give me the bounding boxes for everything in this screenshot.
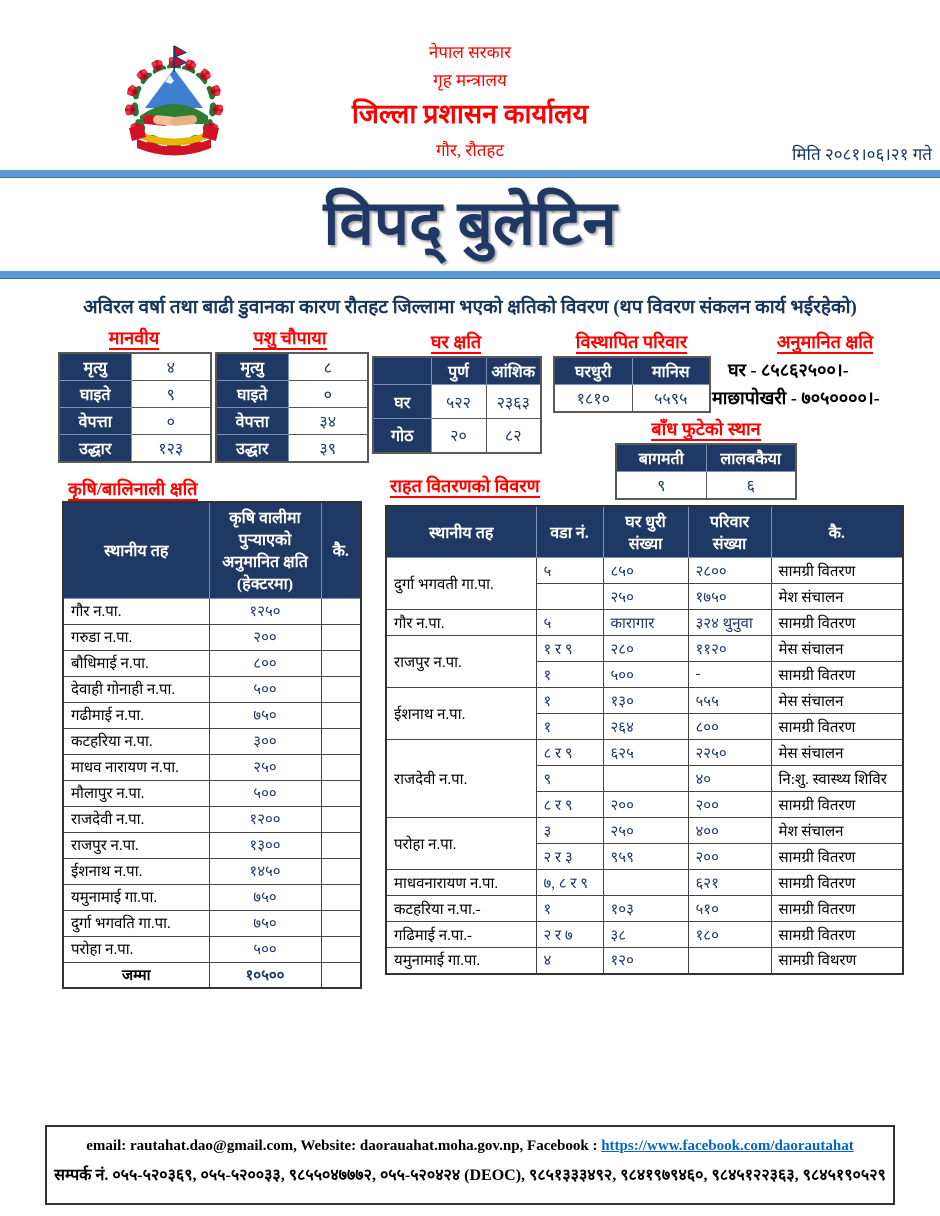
animal-stat-label: उद्धार xyxy=(216,435,288,463)
estimated-damage-house: घर - ८५८६२५००।- xyxy=(728,360,849,380)
house-col-header: पुर्ण xyxy=(431,357,486,385)
municipality-name: ईशनाथ न.पा. xyxy=(63,858,209,884)
total-value: १०५०० xyxy=(209,962,321,988)
relief-data-row xyxy=(386,558,903,584)
house-partial-value: २३६३ xyxy=(486,385,541,419)
relief-remark: मेस संचालन xyxy=(771,636,903,662)
relief-ward-number: २ र ७ xyxy=(536,922,603,948)
relief-remark: सामग्री वितरण xyxy=(771,870,903,896)
municipality-name: राजपुर न.पा. xyxy=(63,832,209,858)
municipality-name: गढीमाई न.पा. xyxy=(63,702,209,728)
agriculture-data-row xyxy=(63,936,361,962)
agriculture-data-row xyxy=(63,702,361,728)
relief-ward-number: १ र ९ xyxy=(536,636,603,662)
remark-cell xyxy=(321,754,361,780)
relief-data-row xyxy=(386,896,903,922)
footer-contact-line xyxy=(47,1138,893,1155)
footer-phone-numbers: सम्पर्क नं. ०५५-५२०३६९, ०५५-५२००३३, ९८५५०४७७७२, ०५५-५२०४२४ (DEOC), ९८५१३३३४९२, ९८४१९७९४६०, ९८४५१२२३६३, ९८४५१९०५२९ xyxy=(54,1167,886,1184)
human-stat-value: ४ xyxy=(131,353,211,381)
remark-cell xyxy=(321,624,361,650)
crop-damage-value: १२०० xyxy=(209,806,321,832)
remark-cell xyxy=(321,884,361,910)
house-row-label: गोठ xyxy=(373,419,431,453)
relief-col-header: स्थानीय तह xyxy=(386,506,536,558)
relief-municipality-name: ईशनाथ न.पा. xyxy=(386,688,536,740)
animal-stat-row xyxy=(216,408,368,435)
crop-damage-value: २०० xyxy=(209,624,321,650)
human-stat-row xyxy=(59,435,211,463)
crop-damage-value: ५०० xyxy=(209,936,321,962)
municipality-name: मौलापुर न.पा. xyxy=(63,780,209,806)
relief-household-count: २६४ xyxy=(603,714,688,740)
relief-family-count: ५१० xyxy=(688,896,771,922)
relief-data-row xyxy=(386,948,903,974)
office-location: गौर, रौतहट xyxy=(435,141,505,160)
relief-family-count: ११२० xyxy=(688,636,771,662)
agriculture-total-row xyxy=(63,962,361,988)
municipality-name: परोहा न.पा. xyxy=(63,936,209,962)
relief-household-count: कारागार xyxy=(603,610,688,636)
relief-remark: सामग्री वितरण xyxy=(771,896,903,922)
agriculture-data-row xyxy=(63,832,361,858)
estimated-damage-title: अनुमानित क्षति xyxy=(776,332,874,352)
bulletin-date: मिति २०८१।०६।२१ गते xyxy=(791,145,932,164)
relief-ward-number: ४ xyxy=(536,948,603,974)
human-stat-row xyxy=(59,353,211,381)
dam-value: ९ xyxy=(616,472,706,500)
agriculture-data-row xyxy=(63,728,361,754)
relief-household-count: ९५९ xyxy=(603,844,688,870)
animal-stat-value: ३९ xyxy=(288,435,368,463)
relief-family-count: ८०० xyxy=(688,714,771,740)
relief-ward-number xyxy=(536,584,603,610)
animal-stat-value: ० xyxy=(288,381,368,408)
dam-value: ६ xyxy=(706,472,796,500)
crop-damage-value: १४५० xyxy=(209,858,321,884)
agriculture-damage-title: कृषि/बालिनाली क्षति xyxy=(68,479,198,499)
relief-household-count: २५० xyxy=(603,818,688,844)
office-title: जिल्ला प्रशासन कार्यालय xyxy=(351,99,589,129)
relief-header-row xyxy=(386,506,903,558)
col-local-level: स्थानीय तह xyxy=(63,502,209,598)
bulletin-title: विपद् बुलेटिन xyxy=(323,190,617,258)
disp-col-header: मानिस xyxy=(632,357,710,385)
title-band-bottom-rule xyxy=(0,271,940,279)
damage-summary-subtitle: अविरल वर्षा तथा बाढी डुवानका कारण रौतहट जिल्लामा भएको क्षतिको विवरण (थप विवरण संकलन कार्य भईरहेको) xyxy=(83,297,857,318)
relief-household-count: ३८ xyxy=(603,922,688,948)
relief-ward-number: १ xyxy=(536,688,603,714)
relief-ward-number: १ xyxy=(536,662,603,688)
municipality-name: राजदेवी न.पा. xyxy=(63,806,209,832)
agriculture-data-row xyxy=(63,910,361,936)
government-label: नेपाल सरकार xyxy=(428,43,512,62)
house-row-label: घर xyxy=(373,385,431,419)
remark-cell xyxy=(321,910,361,936)
relief-household-count: १०३ xyxy=(603,896,688,922)
title-band-top-rule xyxy=(0,170,940,178)
relief-remark: मेश संचालन xyxy=(771,584,903,610)
animal-stat-label: वेपत्ता xyxy=(216,408,288,435)
agriculture-damage-table xyxy=(62,501,362,989)
agriculture-data-row xyxy=(63,676,361,702)
relief-family-count xyxy=(688,948,771,974)
remark-cell xyxy=(321,676,361,702)
relief-municipality-name: कटहरिया न.पा.- xyxy=(386,896,536,922)
agriculture-data-row xyxy=(63,754,361,780)
relief-remark: सामग्री वितरण xyxy=(771,662,903,688)
agriculture-data-row xyxy=(63,624,361,650)
relief-family-count: २२५० xyxy=(688,740,771,766)
relief-remark: सामग्री वितरण xyxy=(771,610,903,636)
human-stat-value: ९ xyxy=(131,381,211,408)
ministry-label: गृह मन्त्रालय xyxy=(433,71,507,90)
relief-remark: सामग्री वितरण xyxy=(771,792,903,818)
municipality-name: देवाही गोनाही न.पा. xyxy=(63,676,209,702)
relief-family-count: २०० xyxy=(688,844,771,870)
relief-ward-number: ७, ८ र ९ xyxy=(536,870,603,896)
relief-family-count: १८० xyxy=(688,922,771,948)
relief-ward-number: १ xyxy=(536,896,603,922)
human-stat-label: मृत्यु xyxy=(59,353,131,381)
municipality-name: दुर्गा भगवति गा.पा. xyxy=(63,910,209,936)
house-damage-table xyxy=(372,356,542,454)
relief-distribution-title: राहत वितरणको विवरण xyxy=(390,476,540,496)
total-label: जम्मा xyxy=(63,962,209,988)
disp-data-row xyxy=(554,385,710,413)
relief-household-count: १३० xyxy=(603,688,688,714)
municipality-name: यमुनामाई गा.पा. xyxy=(63,884,209,910)
remark-cell xyxy=(321,858,361,884)
relief-family-count: - xyxy=(688,662,771,688)
agriculture-data-row xyxy=(63,858,361,884)
relief-household-count: २५० xyxy=(603,584,688,610)
relief-ward-number: ९ xyxy=(536,766,603,792)
municipality-name: बौधिमाई न.पा. xyxy=(63,650,209,676)
municipality-name: गौर न.पा. xyxy=(63,598,209,624)
relief-data-row xyxy=(386,818,903,844)
remark-cell xyxy=(321,936,361,962)
relief-household-count xyxy=(603,870,688,896)
relief-data-row xyxy=(386,922,903,948)
human-stat-value: ० xyxy=(131,408,211,435)
agriculture-data-row xyxy=(63,650,361,676)
house-data-row xyxy=(373,419,541,453)
footer-email-website: email: rautahat.dao@gmail.com, Website: daorauahat.moha.gov.np, Facebook : xyxy=(86,1138,602,1154)
animal-stat-label: मृत्यु xyxy=(216,353,288,381)
relief-household-count: २०० xyxy=(603,792,688,818)
relief-remark: सामग्री वितरण xyxy=(771,844,903,870)
relief-municipality-name: दुर्गा भगवती गा.पा. xyxy=(386,558,536,610)
disp-value: ५५९५ xyxy=(632,385,710,413)
relief-municipality-name: राजदेवी न.पा. xyxy=(386,740,536,818)
human-stat-label: घाइते xyxy=(59,381,131,408)
relief-household-count: ५०० xyxy=(603,662,688,688)
relief-family-count: ४० xyxy=(688,766,771,792)
col-remarks: कै. xyxy=(321,502,361,598)
agriculture-data-row xyxy=(63,806,361,832)
remark-cell xyxy=(321,598,361,624)
relief-remark: मेस संचालन xyxy=(771,740,903,766)
animal-stat-value: ३४ xyxy=(288,408,368,435)
house-col-header: आंशिक xyxy=(486,357,541,385)
human-stat-label: उद्धार xyxy=(59,435,131,463)
relief-household-count: ६२५ xyxy=(603,740,688,766)
relief-family-count: ४०० xyxy=(688,818,771,844)
dam-col-header: बागमती xyxy=(616,444,706,472)
agriculture-header-row xyxy=(63,502,361,598)
animal-stat-value: ८ xyxy=(288,353,368,381)
agriculture-data-row xyxy=(63,598,361,624)
relief-col-header: कै. xyxy=(771,506,903,558)
crop-damage-value: ५०० xyxy=(209,780,321,806)
relief-family-count: १७५० xyxy=(688,584,771,610)
dam-breach-title: बाँध फुटेको स्थान xyxy=(651,419,761,439)
relief-data-row xyxy=(386,688,903,714)
facebook-link[interactable]: https://www.facebook.com/daorautahat xyxy=(601,1138,854,1154)
house-col-header xyxy=(373,357,431,385)
relief-ward-number: १ xyxy=(536,714,603,740)
house-partial-value: ८२ xyxy=(486,419,541,453)
crop-damage-value: २५० xyxy=(209,754,321,780)
crop-damage-value: ७५० xyxy=(209,702,321,728)
municipality-name: गरुडा न.पा. xyxy=(63,624,209,650)
relief-ward-number: २ र ३ xyxy=(536,844,603,870)
relief-data-row xyxy=(386,636,903,662)
relief-col-header: परिवार संख्या xyxy=(688,506,771,558)
relief-household-count: २८० xyxy=(603,636,688,662)
remark-cell xyxy=(321,832,361,858)
relief-ward-number: ५ xyxy=(536,610,603,636)
relief-ward-number: ३ xyxy=(536,818,603,844)
house-data-row xyxy=(373,385,541,419)
relief-municipality-name: परोहा न.पा. xyxy=(386,818,536,870)
relief-remark: मेस संचालन xyxy=(771,688,903,714)
crop-damage-value: ७५० xyxy=(209,884,321,910)
remark-cell xyxy=(321,702,361,728)
relief-municipality-name: यमुनामाई गा.पा. xyxy=(386,948,536,974)
relief-data-row xyxy=(386,740,903,766)
animal-stat-row xyxy=(216,435,368,463)
relief-remark: सामग्री वितरण xyxy=(771,922,903,948)
animal-stat-row xyxy=(216,353,368,381)
dam-data-row xyxy=(616,472,796,500)
remark-cell xyxy=(321,728,361,754)
relief-household-count xyxy=(603,766,688,792)
relief-family-count: ६२१ xyxy=(688,870,771,896)
col-estimated-crop-damage: कृषि वालीमा पुऱ्याएको अनुमानित क्षति (हेक्टरमा) xyxy=(209,502,321,598)
remark-cell xyxy=(321,650,361,676)
relief-remark: नि:शु. स्वास्थ्य शिविर xyxy=(771,766,903,792)
crop-damage-value: ५०० xyxy=(209,676,321,702)
relief-ward-number: ८ र ९ xyxy=(536,740,603,766)
relief-col-header: घर धुरी संख्या xyxy=(603,506,688,558)
crop-damage-value: १२५० xyxy=(209,598,321,624)
house-header-row xyxy=(373,357,541,385)
relief-family-count: २८०० xyxy=(688,558,771,584)
house-full-value: ५२२ xyxy=(431,385,486,419)
relief-municipality-name: माधवनारायण न.पा. xyxy=(386,870,536,896)
crop-damage-value: १३०० xyxy=(209,832,321,858)
human-loss-table xyxy=(58,352,212,463)
agriculture-data-row xyxy=(63,780,361,806)
animal-loss-table xyxy=(215,352,369,463)
relief-household-count: १२० xyxy=(603,948,688,974)
relief-family-count: ५५५ xyxy=(688,688,771,714)
remark-cell xyxy=(321,806,361,832)
human-loss-title: मानवीय xyxy=(108,328,160,348)
relief-data-row xyxy=(386,870,903,896)
relief-municipality-name: गौर न.पा. xyxy=(386,610,536,636)
disp-col-header: घरधुरी xyxy=(554,357,632,385)
crop-damage-value: ७५० xyxy=(209,910,321,936)
displaced-families-table xyxy=(553,356,711,413)
relief-remark: सामग्री वितरण xyxy=(771,714,903,740)
dam-col-header: लालबकैया xyxy=(706,444,796,472)
disp-header-row xyxy=(554,357,710,385)
contact-footer xyxy=(45,1125,895,1205)
relief-remark: सामग्री विथरण xyxy=(771,948,903,974)
human-stat-row xyxy=(59,408,211,435)
animal-stat-row xyxy=(216,381,368,408)
animal-loss-title: पशु चौपाया xyxy=(253,328,327,348)
relief-municipality-name: राजपुर न.पा. xyxy=(386,636,536,688)
remark-cell xyxy=(321,962,361,988)
crop-damage-value: ८०० xyxy=(209,650,321,676)
relief-remark: मेश संचालन xyxy=(771,818,903,844)
remark-cell xyxy=(321,780,361,806)
relief-distribution-table xyxy=(385,505,904,975)
dam-breach-table xyxy=(615,443,797,500)
relief-municipality-name: गढिमाई न.पा.- xyxy=(386,922,536,948)
animal-stat-label: घाइते xyxy=(216,381,288,408)
municipality-name: कटहरिया न.पा. xyxy=(63,728,209,754)
crop-damage-value: ३०० xyxy=(209,728,321,754)
estimated-damage-fishpond: माछापोखरी - ७०५००००।- xyxy=(712,388,880,408)
relief-col-header: वडा नं. xyxy=(536,506,603,558)
relief-remark: सामग्री वितरण xyxy=(771,558,903,584)
municipality-name: माधव नारायण न.पा. xyxy=(63,754,209,780)
agriculture-data-row xyxy=(63,884,361,910)
relief-data-row xyxy=(386,610,903,636)
relief-ward-number: ५ xyxy=(536,558,603,584)
relief-family-count: २०० xyxy=(688,792,771,818)
house-damage-title: घर क्षति xyxy=(430,332,482,352)
house-full-value: २० xyxy=(431,419,486,453)
relief-household-count: ८५० xyxy=(603,558,688,584)
human-stat-label: वेपत्ता xyxy=(59,408,131,435)
relief-ward-number: ८ र ९ xyxy=(536,792,603,818)
human-stat-value: १२३ xyxy=(131,435,211,463)
relief-family-count: ३२४ थुनुवा xyxy=(688,610,771,636)
disp-value: १८१० xyxy=(554,385,632,413)
dam-header-row xyxy=(616,444,796,472)
displaced-families-title: विस्थापित परिवार xyxy=(575,332,688,352)
human-stat-row xyxy=(59,381,211,408)
